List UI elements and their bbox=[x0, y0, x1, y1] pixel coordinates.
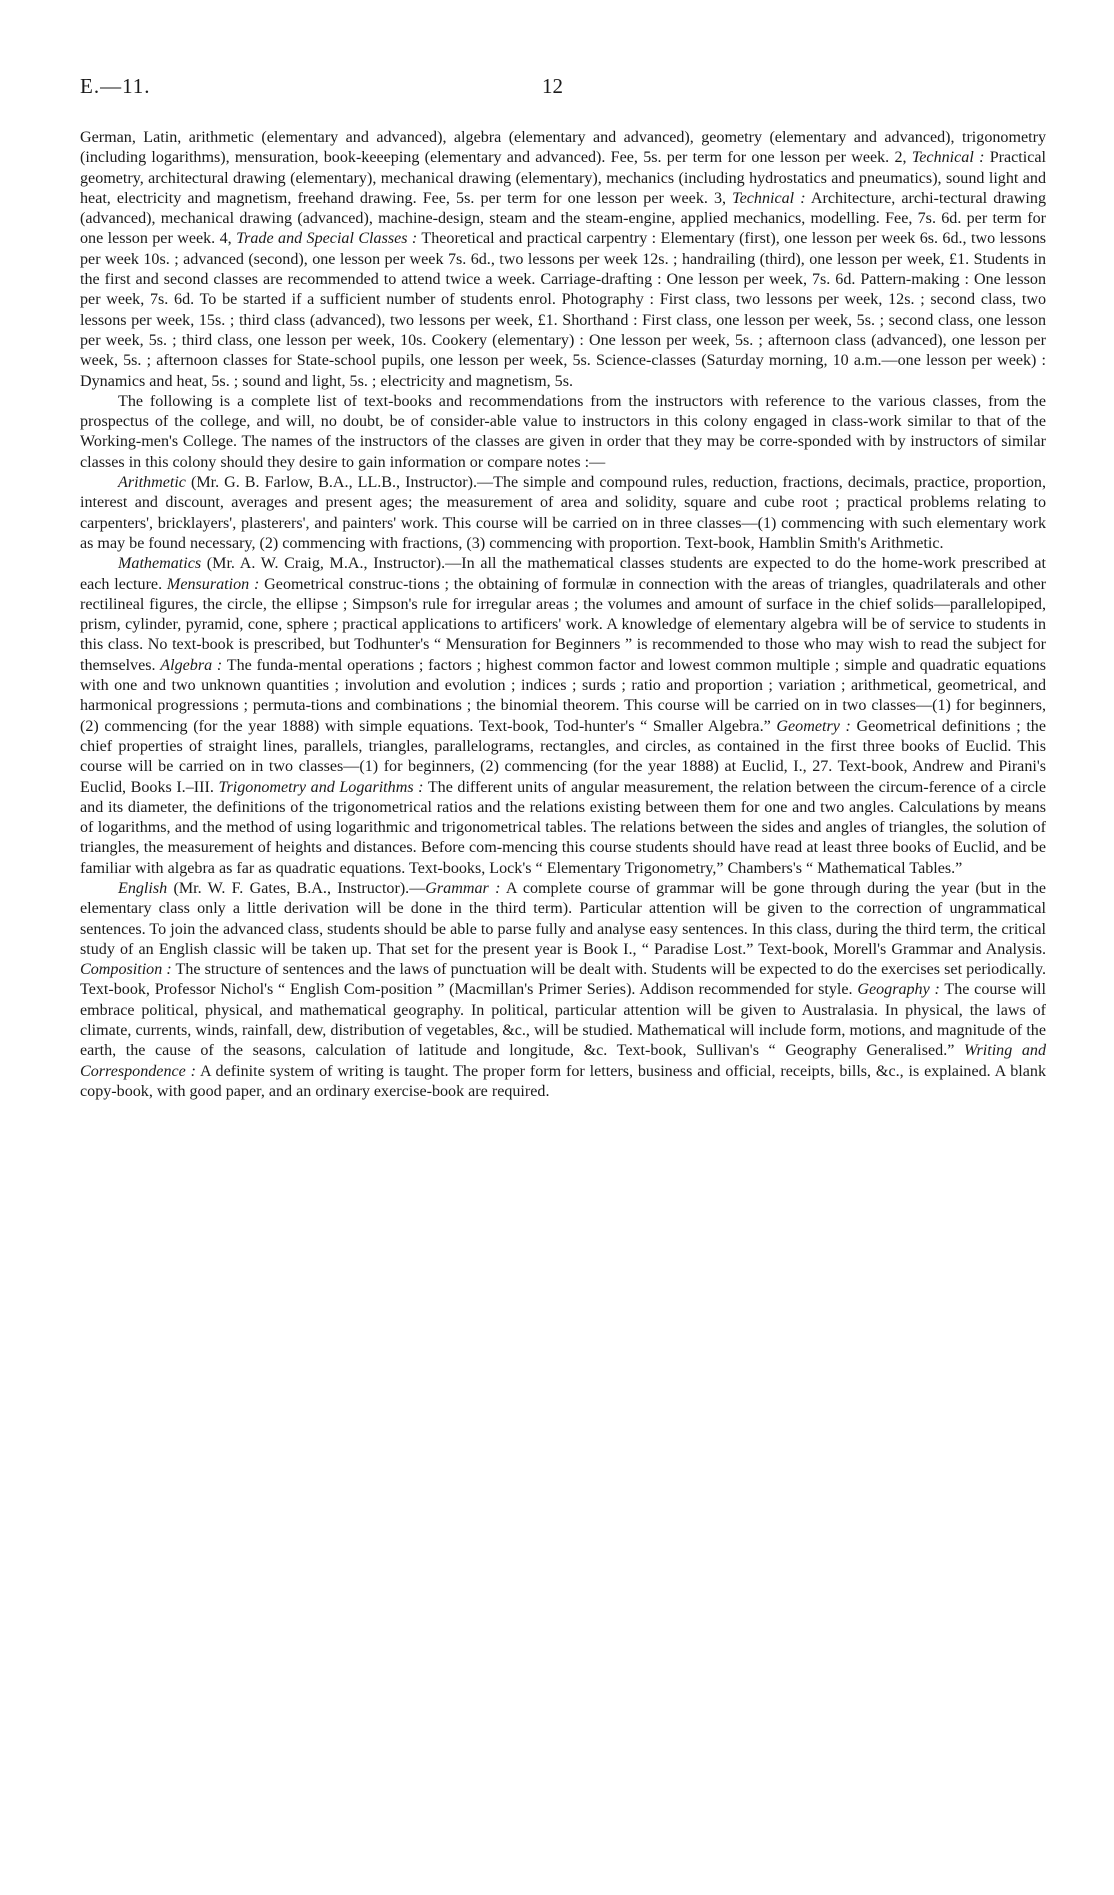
paragraph-text: (Mr. A. W. Craig, M.A., Instructor).—In all the mathematical classes students are expected to do the home-work prescribed at each lecture. bbox=[80, 555, 1046, 593]
italic-heading: Grammar : bbox=[425, 879, 501, 897]
paragraph-text: (Mr. W. F. Gates, B.A., Instructor).— bbox=[167, 879, 426, 897]
italic-heading: Mensuration : bbox=[166, 575, 260, 593]
paragraph-text: A complete course of grammar will be gone through during the year (but in the elementary class only a little derivation will be done in the third term). Particular attention will be given to the correction of ungrammatical sentences. To join the advanced class, students should be able to parse fully and analyse easy sentences. In this class, during the third term, the critical study of an English classic will be taken up. That set for the present year is Book I., “ Paradise Lost.” Text-book, Morell's Grammar and Analysis. bbox=[80, 879, 1047, 958]
paragraph-text: Theoretical and practical carpentry : Elementary (first), one lesson per week 6s. 6d., two lessons per week 10s. ; advanced (second), one lesson per week 7s. 6d., two lessons per week 12s. ; handrailing (third), one lesson per week, £1. Students in the first and second classes are recommended to attend twice a week. Carriage-drafting : One lesson per week, 7s. 6d. Pattern-making : One lesson per week, 7s. 6d. To be started if a sufficient number of students enrol. Photography : First class, two lessons per week, 12s. ; second class, two lessons per week, 15s. ; third class (advanced), two lessons per week, £1. Shorthand : First class, one lesson per week, 5s. ; second class, one lesson per week, 5s. ; third class, one lesson per week, 10s. Cookery (elementary) : One lesson per week, 5s. ; afternoon class (advanced), one lesson per week, 5s. ; afternoon classes for State-school pupils, one lesson per week, 5s. Science-classes (Saturday morning, 10 a.m.—one lesson per week) : Dynamics and heat, 5s. ; sound and light, 5s. ; electricity and magnetism, 5s. bbox=[80, 230, 1047, 390]
paragraph-text: Geometrical construc-tions ; the obtaining of formulæ in connection with the areas of triangles, quadrilaterals and other rectilineal figures, the circle, the ellipse ; Simpson's rule for irregular areas ; the volumes and amount of surface in the chief solids—parallelopiped, prism, cylinder, pyramid, cone, sphere ; practical applications to artificers' work. A knowledge of elementary algebra will be of service to students in this class. No text-book is prescribed, but Todhunter's “ Mensuration for Beginners ” is recommended to those who may wish to read the subject for themselves. bbox=[80, 575, 1046, 674]
italic-heading: Algebra : bbox=[160, 656, 223, 674]
paragraph-text: The structure of sentences and the laws of punctuation will be dealt with. Students will be expected to do the exercises set periodically. Text-book, Professor Nichol's “ English Com-position ” (Macmillan's Primer Series). Addison recommended for style. bbox=[80, 961, 1046, 999]
paragraph-mathematics bbox=[80, 554, 1046, 879]
paragraph-text: German, Latin, arithmetic (elementary and advanced), algebra (elementary and advanced), geometry (elementary and advanced), trigonometry (including logarithms), mensuration, book-keeeping (elementary and advanced). Fee, 5s. per term for one lesson per week. 2, bbox=[80, 129, 1046, 167]
body-text bbox=[80, 128, 1046, 1102]
paragraph-text: Practical geometry, architectural drawing (elementary), mechanical drawing (elementary), mechanics (including hydrostatics and pneumatics), sound light and heat, electricity and magnetism, freehand drawing. Fee, 5s. per term for one lesson per week. 3, bbox=[80, 149, 1047, 207]
paragraph-textbook-introduction bbox=[80, 392, 1046, 473]
paragraph-text: Geometrical definitions ; the chief properties of straight lines, parallels, triangles, parallelograms, rectangles, and circles, as contained in the first three books of Euclid. This course will be carried on in two classes—(1) for beginners, (2) commencing (for the year 1888) at Euclid, I., 27. Text-book, Andrew and Pirani's Euclid, Books I.–III. bbox=[80, 717, 1046, 796]
document-reference: E.—11. bbox=[80, 74, 151, 98]
italic-heading: Geometry : bbox=[776, 717, 851, 735]
paragraph-text: (Mr. G. B. Farlow, B.A., LL.B., Instructor).—The simple and compound rules, reduction, fractions, decimals, practice, proportion, interest and discount, averages and present ages; the measurement of area and solidity, square and cube root ; practical problems relating to carpenters', bricklayers', plasterers', and painters' work. This course will be carried on in three classes—(1) commencing with such elementary work as may be found necessary, (2) commencing with fractions, (3) commencing with proportion. Text-book, Hamblin Smith's Arithmetic. bbox=[80, 474, 1046, 552]
paragraph-text: The different units of angular measurement, the relation between the circum-ference of a circle and its diameter, the definitions of the trigonometrical ratios and the relations existing between them for one and two angles. Calculations by means of logarithms, and the method of using logarithmic and trigonometrical tables. The relations between the sides and angles of triangles, the solution of triangles, the measurement of heights and distances. Before com-mencing this course students should have read at least three books of Euclid, and be familiar with algebra as far as quadratic equations. Text-books, Lock's “ Elementary Trigonometry,” Chambers's “ Mathematical Tables.” bbox=[80, 778, 1046, 877]
italic-heading: Writing and Correspondence : bbox=[80, 1042, 1047, 1080]
paragraph-text: A definite system of writing is taught. The proper form for letters, business and official, receipts, bills, &c., is explained. A blank copy-book, with good paper, and an ordinary exercise-book are required. bbox=[80, 1062, 1046, 1100]
italic-heading: Composition : bbox=[80, 961, 172, 979]
italic-heading: Geography : bbox=[857, 981, 940, 999]
italic-heading: Trigonometry and Logarithms : bbox=[218, 778, 424, 796]
paragraph-text: The following is a complete list of text-books and recommendations from the instructors with reference to the various classes, from the prospectus of the college, and will, no doubt, be of consider-able value to instructors in this colony engaged in class-work similar to that of the Working-men's College. The names of the instructors of the classes are given in order that they may be corre-sponded with by instructors of similar classes in this colony should they desire to gain information or compare notes :— bbox=[80, 392, 1046, 471]
page-header bbox=[80, 74, 1046, 104]
paragraph-text: Architecture, archi-tectural drawing (advanced), mechanical drawing (advanced), machine-design, steam and the steam-engine, applied mechanics, modelling. Fee, 7s. 6d. per term for one lesson per week. 4, bbox=[80, 189, 1046, 248]
paragraph-arithmetic bbox=[80, 473, 1046, 554]
italic-heading: Trade and Special Classes : bbox=[236, 230, 418, 248]
italic-heading: English bbox=[118, 879, 168, 897]
paragraph-class-fees bbox=[80, 128, 1046, 392]
paragraph-text: The course will embrace political, physical, and mathematical geography. In political, particular attention will be given to Australasia. In physical, the laws of climate, currents, winds, rainfall, dew, distribution of vegetables, &c., will be studied. Mathematical will include form, motions, and magnitude of the earth, the cause of the seasons, calculation of latitude and longitude, &c. Text-book, Sullivan's “ Geography Generalised.” bbox=[80, 981, 1046, 1060]
paragraph-text: The funda-mental operations ; factors ; highest common factor and lowest common multiple ; simple and quadratic equations with one and two unknown quantities ; involution and evolution ; indices ; surds ; ratio and proportion ; variation ; arithmetical, geometrical, and harmonical progressions ; permuta-tions and combinations ; the binomial theorem. This course will be carried on in two classes—(1) for beginners, (2) commencing (for the year 1888) with simple equations. Text-book, Tod-hunter's “ Smaller Algebra.” bbox=[80, 656, 1046, 735]
italic-heading: Technical : bbox=[911, 149, 985, 167]
page-number: 12 bbox=[542, 74, 563, 98]
italic-heading: Mathematics bbox=[118, 555, 202, 573]
paragraph-english bbox=[80, 879, 1046, 1102]
italic-heading: Arithmetic bbox=[118, 474, 186, 492]
italic-heading: Technical : bbox=[732, 189, 806, 207]
